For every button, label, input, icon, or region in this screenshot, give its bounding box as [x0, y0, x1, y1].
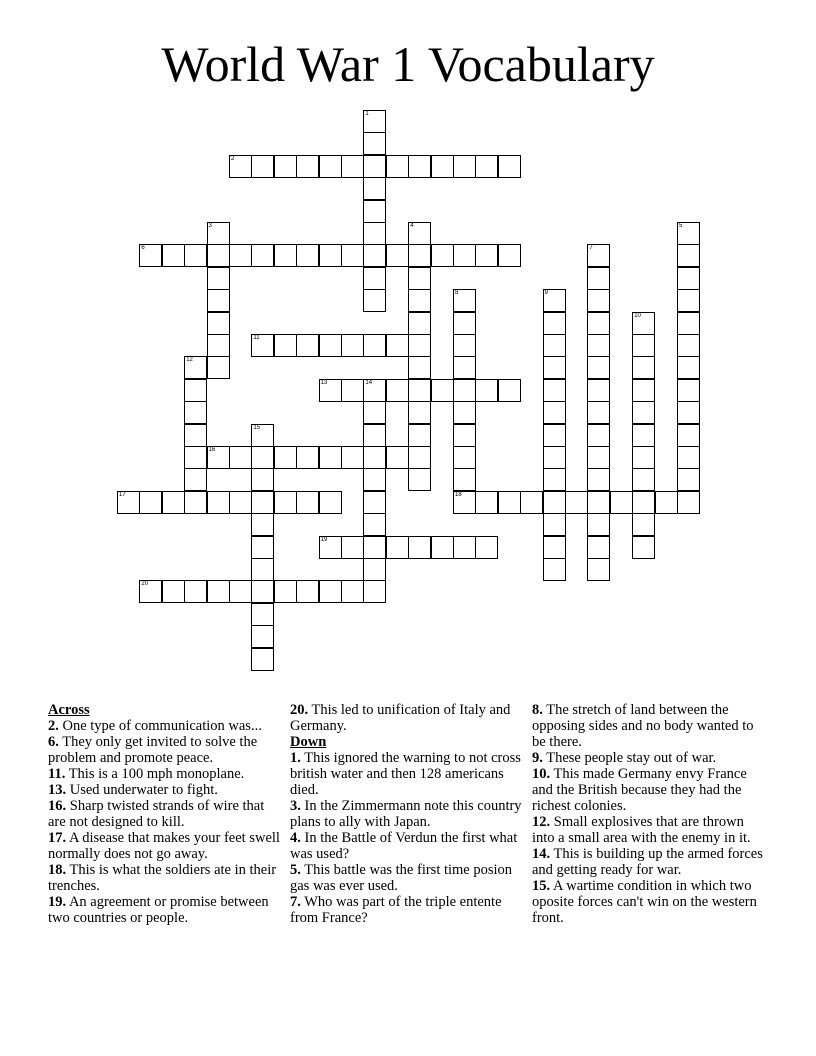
crossword-cell[interactable]: [296, 446, 319, 469]
crossword-cell[interactable]: [498, 244, 521, 267]
cell-number: 12: [186, 357, 193, 364]
crossword-cell[interactable]: [498, 491, 521, 514]
crossword-cell[interactable]: [408, 267, 431, 290]
crossword-cell[interactable]: [184, 580, 207, 603]
crossword-cell[interactable]: [677, 244, 700, 267]
crossword-cell[interactable]: [408, 536, 431, 559]
clue-across-2: 2. One type of communication was...: [48, 718, 262, 734]
crossword-cell[interactable]: [363, 424, 386, 447]
crossword-cell[interactable]: [274, 446, 297, 469]
crossword-cell[interactable]: [386, 334, 409, 357]
crossword-cell[interactable]: [319, 244, 342, 267]
crossword-cell[interactable]: [363, 244, 386, 267]
crossword-cell[interactable]: [184, 468, 207, 491]
cell-number: 15: [253, 424, 261, 431]
crossword-cell[interactable]: [475, 155, 498, 178]
crossword-cell[interactable]: [408, 244, 431, 267]
crossword-cell[interactable]: [408, 312, 431, 335]
crossword-cell[interactable]: [453, 312, 476, 335]
crossword-cell[interactable]: [363, 177, 386, 200]
crossword-cell[interactable]: [453, 334, 476, 357]
crossword-cell[interactable]: [453, 401, 476, 424]
crossword-cell[interactable]: [274, 244, 297, 267]
crossword-cell[interactable]: [251, 446, 274, 469]
crossword-cell[interactable]: [453, 446, 476, 469]
crossword-cell[interactable]: [296, 491, 319, 514]
crossword-cell[interactable]: [543, 424, 566, 447]
crossword-cell[interactable]: [475, 244, 498, 267]
crossword-cell[interactable]: [453, 468, 476, 491]
crossword-cell[interactable]: [251, 155, 274, 178]
crossword-cell[interactable]: [363, 536, 386, 559]
crossword-cell[interactable]: [363, 110, 386, 133]
crossword-cell[interactable]: [139, 580, 162, 603]
clue-across-17: 17. A disease that makes your feet swell normally does not go away.: [48, 830, 280, 862]
crossword-cell[interactable]: [587, 379, 610, 402]
crossword-cell[interactable]: [319, 491, 342, 514]
clue-across-11: 11. This is a 100 mph monoplane.: [48, 766, 245, 782]
cell-number: 11: [253, 335, 260, 341]
crossword-cell[interactable]: [453, 491, 476, 514]
crossword-cell[interactable]: [632, 312, 655, 335]
crossword-cell[interactable]: [587, 267, 610, 290]
cell-number: 14: [365, 379, 373, 386]
cell-number: 17: [119, 491, 126, 498]
crossword-cell[interactable]: [341, 334, 364, 357]
crossword-cell[interactable]: [632, 536, 655, 559]
crossword-cell[interactable]: [386, 155, 409, 178]
crossword-cell[interactable]: [498, 155, 521, 178]
crossword-cell[interactable]: [543, 536, 566, 559]
crossword-cell[interactable]: [251, 334, 274, 357]
down-heading: Down: [290, 734, 327, 750]
crossword-cell[interactable]: [408, 468, 431, 491]
crossword-cell[interactable]: [587, 446, 610, 469]
crossword-cell[interactable]: [251, 424, 274, 447]
crossword-cell[interactable]: [363, 491, 386, 514]
crossword-cell[interactable]: [363, 222, 386, 245]
crossword-cell[interactable]: [587, 334, 610, 357]
clue-down-1: 1. This ignored the warning to not cross british water and then 128 americans died.: [290, 750, 521, 798]
crossword-cell[interactable]: [587, 468, 610, 491]
crossword-cell[interactable]: [184, 356, 207, 379]
crossword-cell[interactable]: [587, 536, 610, 559]
clue-down-12: 12. Small explosives that are thrown into a small area with the enemy in it.: [532, 814, 751, 846]
crossword-cell[interactable]: [677, 491, 700, 514]
crossword-cell[interactable]: [543, 446, 566, 469]
crossword-cell[interactable]: [184, 401, 207, 424]
crossword-cell[interactable]: [363, 200, 386, 223]
crossword-cell[interactable]: [184, 446, 207, 469]
crossword-cell[interactable]: [610, 491, 633, 514]
crossword-cell[interactable]: [341, 536, 364, 559]
clue-down-4: 4. In the Battle of Verdun the first what was used?: [290, 830, 518, 862]
crossword-cell[interactable]: [498, 379, 521, 402]
crossword-cell[interactable]: [632, 491, 655, 514]
crossword-cell[interactable]: [184, 244, 207, 267]
crossword-cell[interactable]: [587, 401, 610, 424]
crossword-cell[interactable]: [677, 468, 700, 491]
crossword-cell[interactable]: [117, 491, 140, 514]
crossword-cell[interactable]: [363, 132, 386, 155]
crossword-cell[interactable]: [677, 289, 700, 312]
cell-number: 5: [679, 223, 683, 229]
cell-number: 1: [365, 111, 369, 117]
crossword-cell[interactable]: [229, 491, 252, 514]
crossword-cell[interactable]: [587, 356, 610, 379]
crossword-cell[interactable]: [475, 491, 498, 514]
crossword-cell[interactable]: [543, 401, 566, 424]
crossword-cell[interactable]: [274, 580, 297, 603]
cell-number: 16: [208, 447, 216, 453]
crossword-cell[interactable]: [363, 155, 386, 178]
crossword-cell[interactable]: [363, 446, 386, 469]
clue-down-14: 14. This is building up the armed forces and getting ready for war.: [532, 846, 763, 878]
crossword-cell[interactable]: [677, 267, 700, 290]
cell-number: 20: [141, 581, 149, 588]
crossword-cell[interactable]: [543, 334, 566, 357]
crossword-cell[interactable]: [139, 244, 162, 267]
crossword-cell[interactable]: [408, 379, 431, 402]
crossword-cell[interactable]: [207, 491, 230, 514]
crossword-cell[interactable]: [363, 401, 386, 424]
crossword-cell[interactable]: [251, 558, 274, 581]
crossword-cell[interactable]: [207, 244, 230, 267]
crossword-cell[interactable]: [408, 446, 431, 469]
clue-across-13: 13. Used underwater to fight.: [48, 782, 218, 798]
crossword-cell[interactable]: [587, 312, 610, 335]
crossword-cell[interactable]: [543, 558, 566, 581]
clue-column-2: [290, 702, 522, 926]
crossword-cell[interactable]: [207, 580, 230, 603]
crossword-cell[interactable]: [207, 289, 230, 312]
crossword-cell[interactable]: [565, 491, 588, 514]
crossword-cell[interactable]: [408, 222, 431, 245]
crossword-cell[interactable]: [229, 580, 252, 603]
crossword-cell[interactable]: [184, 379, 207, 402]
crossword-cell[interactable]: [184, 491, 207, 514]
crossword-cell[interactable]: [677, 334, 700, 357]
crossword-cell[interactable]: [251, 603, 274, 626]
cell-number: 2: [231, 155, 235, 162]
cell-number: 18: [455, 491, 462, 498]
crossword-cell[interactable]: [587, 491, 610, 514]
clue-across-20: 20. This led to unification of Italy and Germany.: [290, 702, 511, 734]
crossword-cell[interactable]: [341, 446, 364, 469]
clue-down-5: 5. This battle was the first time posion gas was ever used.: [290, 862, 513, 894]
clue-across-16: 16. Sharp twisted strands of wire that are not designed to kill.: [48, 798, 265, 830]
crossword-cell[interactable]: [363, 334, 386, 357]
crossword-cell[interactable]: [587, 424, 610, 447]
crossword-cell[interactable]: [453, 536, 476, 559]
clue-down-10: 10. This made Germany envy France and the British because they had the richest colonies.: [532, 766, 747, 814]
crossword-cell[interactable]: [341, 580, 364, 603]
crossword-cell[interactable]: [296, 580, 319, 603]
crossword-cell[interactable]: [296, 155, 319, 178]
cell-number: 7: [589, 245, 593, 252]
crossword-cell[interactable]: [431, 379, 454, 402]
crossword-cell[interactable]: [229, 244, 252, 267]
cell-number: 13: [320, 379, 328, 386]
crossword-cell[interactable]: [229, 446, 252, 469]
crossword-cell[interactable]: [453, 379, 476, 402]
crossword-cell[interactable]: [251, 625, 274, 648]
cell-number: 3: [208, 223, 212, 229]
crossword-cell[interactable]: [319, 334, 342, 357]
clue-across-6: 6. They only get invited to solve the problem and promote peace.: [48, 734, 258, 766]
crossword-cell[interactable]: [363, 267, 386, 290]
across-heading: Across: [48, 702, 90, 718]
clue-down-7: 7. Who was part of the triple entente from France?: [290, 894, 502, 926]
crossword-cell[interactable]: [632, 513, 655, 536]
crossword-cell[interactable]: [319, 155, 342, 178]
crossword-cell[interactable]: [632, 446, 655, 469]
crossword-cell[interactable]: [296, 244, 319, 267]
crossword-cell[interactable]: [632, 468, 655, 491]
cell-number: 6: [141, 245, 145, 252]
cell-number: 8: [455, 290, 459, 297]
crossword-cell[interactable]: [229, 155, 252, 178]
crossword-cell[interactable]: [162, 244, 185, 267]
crossword-cell[interactable]: [453, 356, 476, 379]
crossword-cell[interactable]: [408, 424, 431, 447]
crossword-cell[interactable]: [319, 379, 342, 402]
clue-down-8: 8. The stretch of land between the opposing sides and no body wanted to be there.: [532, 702, 754, 750]
crossword-cell[interactable]: [408, 334, 431, 357]
clue-across-19: 19. An agreement or promise between two countries or people.: [48, 894, 269, 926]
cell-number: 4: [410, 223, 414, 229]
crossword-cell[interactable]: [408, 155, 431, 178]
crossword-cell[interactable]: [139, 491, 162, 514]
crossword-cell[interactable]: [207, 446, 230, 469]
crossword-cell[interactable]: [632, 424, 655, 447]
crossword-cell[interactable]: [363, 468, 386, 491]
crossword-cell[interactable]: [453, 244, 476, 267]
crossword-cell[interactable]: [587, 289, 610, 312]
crossword-cell[interactable]: [632, 379, 655, 402]
crossword-cell[interactable]: [162, 491, 185, 514]
crossword-cell[interactable]: [543, 379, 566, 402]
crossword-cell[interactable]: [677, 222, 700, 245]
crossword-cell[interactable]: [319, 536, 342, 559]
cell-number: 19: [320, 536, 328, 543]
crossword-cell[interactable]: [207, 312, 230, 335]
clue-down-3: 3. In the Zimmermann note this country plans to ally with Japan.: [290, 798, 522, 830]
crossword-cell[interactable]: [677, 312, 700, 335]
crossword-cell[interactable]: [207, 222, 230, 245]
crossword-cell[interactable]: [251, 244, 274, 267]
crossword-cell[interactable]: [543, 312, 566, 335]
crossword-cell[interactable]: [251, 536, 274, 559]
crossword-cell[interactable]: [543, 356, 566, 379]
page-title: World War 1 Vocabulary: [161, 36, 655, 92]
crossword-cell[interactable]: [677, 424, 700, 447]
crossword-cell[interactable]: [386, 446, 409, 469]
crossword-cell[interactable]: [296, 334, 319, 357]
crossword-cell[interactable]: [475, 379, 498, 402]
crossword-cell[interactable]: [632, 356, 655, 379]
crossword-cell[interactable]: [363, 513, 386, 536]
crossword-cell[interactable]: [207, 267, 230, 290]
crossword-cell[interactable]: [319, 446, 342, 469]
crossword-cell[interactable]: [453, 424, 476, 447]
crossword-cell[interactable]: [431, 536, 454, 559]
crossword-cell[interactable]: [207, 356, 230, 379]
clue-column-3: [532, 702, 764, 926]
crossword-cell[interactable]: [386, 244, 409, 267]
crossword-cell[interactable]: [543, 468, 566, 491]
crossword-cell[interactable]: [363, 580, 386, 603]
crossword-cell[interactable]: [251, 468, 274, 491]
crossword-cell[interactable]: [543, 513, 566, 536]
clue-column-1: [48, 702, 280, 926]
crossword-cell[interactable]: [363, 558, 386, 581]
crossword-cell[interactable]: [632, 401, 655, 424]
crossword-cell[interactable]: [587, 513, 610, 536]
crossword-cell[interactable]: [386, 536, 409, 559]
crossword-cell[interactable]: [543, 491, 566, 514]
crossword-cell[interactable]: [341, 379, 364, 402]
crossword-cell[interactable]: [274, 334, 297, 357]
crossword-cell[interactable]: [341, 155, 364, 178]
crossword-cell[interactable]: [632, 334, 655, 357]
crossword-cell[interactable]: [677, 446, 700, 469]
clue-down-9: 9. These people stay out of war.: [532, 750, 717, 766]
crossword-cell[interactable]: [162, 580, 185, 603]
crossword-cell[interactable]: [677, 379, 700, 402]
clue-down-15: 15. A wartime condition in which two oposite forces can't win on the western front.: [532, 878, 757, 926]
crossword-cell[interactable]: [341, 244, 364, 267]
crossword-cell[interactable]: [386, 379, 409, 402]
crossword-cell[interactable]: [475, 536, 498, 559]
crossword-cell[interactable]: [319, 580, 342, 603]
crossword-cell[interactable]: [655, 491, 678, 514]
crossword-cell[interactable]: [408, 356, 431, 379]
crossword-cell[interactable]: [207, 334, 230, 357]
crossword-cell[interactable]: [453, 289, 476, 312]
crossword-cell[interactable]: [587, 244, 610, 267]
crossword-cell[interactable]: [274, 155, 297, 178]
crossword-cell[interactable]: [251, 491, 274, 514]
crossword-cell[interactable]: [431, 155, 454, 178]
crossword-cell[interactable]: [431, 244, 454, 267]
crossword-cell[interactable]: [363, 289, 386, 312]
crossword-cell[interactable]: [520, 491, 543, 514]
crossword-cell[interactable]: [453, 155, 476, 178]
crossword-cell[interactable]: [408, 289, 431, 312]
crossword-cell[interactable]: [274, 491, 297, 514]
crossword-cell[interactable]: [251, 648, 274, 671]
crossword-cell[interactable]: [543, 289, 566, 312]
cell-number: 9: [544, 290, 548, 297]
crossword-cell[interactable]: [251, 513, 274, 536]
crossword-cell[interactable]: [363, 379, 386, 402]
clue-across-18: 18. This is what the soldiers ate in their trenches.: [48, 862, 277, 894]
crossword-cell[interactable]: [184, 424, 207, 447]
cell-number: 10: [634, 312, 641, 319]
crossword-cell[interactable]: [677, 401, 700, 424]
crossword-cell[interactable]: [251, 580, 274, 603]
crossword-cell[interactable]: [587, 558, 610, 581]
crossword-cell[interactable]: [408, 401, 431, 424]
crossword-cell[interactable]: [677, 356, 700, 379]
